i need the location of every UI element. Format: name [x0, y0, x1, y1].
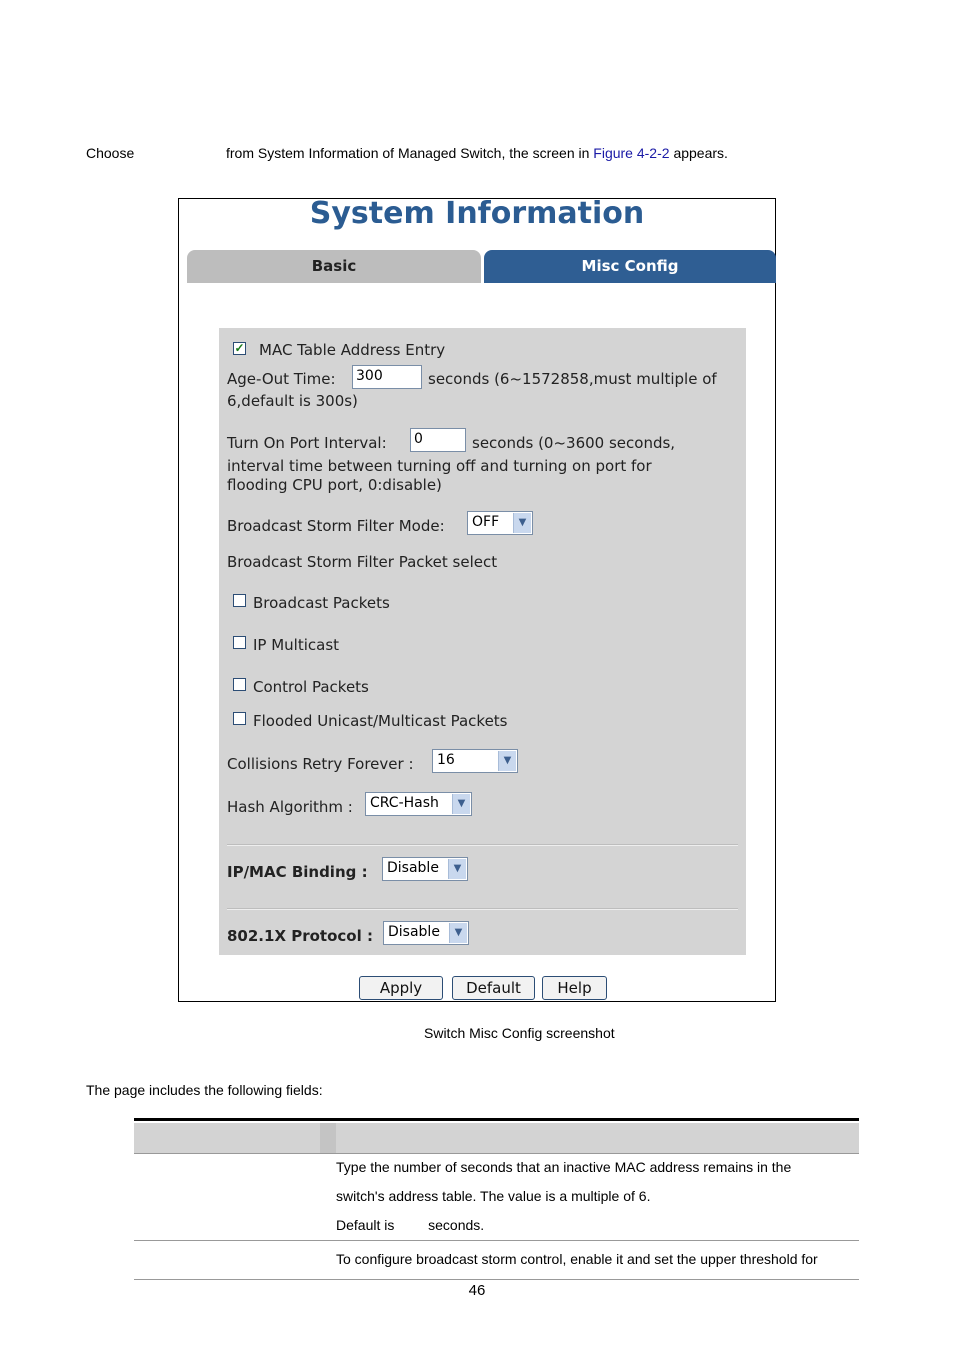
table-row-description — [336, 1245, 850, 1274]
ipmac-label-text: IP/MAC Binding : — [227, 863, 368, 881]
age-out-hint-2: 6,default is 300s) — [227, 392, 358, 410]
chevron-down-icon: ▼ — [448, 859, 466, 879]
age-out-hint: seconds (6~1572858,must multiple of — [428, 370, 717, 388]
intro-sentence — [226, 145, 728, 161]
flooded-packets-checkbox[interactable] — [233, 712, 246, 725]
tab-misc-config[interactable]: Misc Config — [484, 250, 776, 283]
control-packets-label: Control Packets — [253, 678, 369, 696]
ipmac-select[interactable] — [382, 857, 468, 881]
intro-choose-text: Choose — [86, 145, 135, 161]
dot1x-value: Disable — [388, 924, 440, 940]
row1-default-suffix: seconds. — [428, 1217, 485, 1233]
port-interval-input[interactable]: 0 — [410, 428, 466, 452]
default-button[interactable]: Default — [452, 976, 535, 1000]
table-top-border — [134, 1118, 859, 1121]
storm-mode-label: Broadcast Storm Filter Mode: — [227, 517, 445, 535]
misc-config-screenshot — [178, 198, 776, 1002]
age-out-input[interactable]: 300 — [352, 365, 422, 389]
ip-multicast-checkbox[interactable] — [233, 636, 246, 649]
chevron-down-icon: ▼ — [452, 794, 470, 814]
port-interval-label: Turn On Port Interval: — [227, 434, 387, 452]
mac-table-checkbox[interactable]: ✓ — [234, 341, 245, 355]
chevron-down-icon: ▼ — [498, 751, 516, 771]
mac-table-label: MAC Table Address Entry — [259, 341, 446, 359]
flooded-packets-label: Flooded Unicast/Multicast Packets — [253, 712, 508, 730]
apply-button[interactable]: Apply — [359, 976, 443, 1000]
ipmac-label — [227, 863, 368, 881]
collisions-label: Collisions Retry Forever : — [227, 755, 414, 773]
fields-intro-text: The page includes the following fields: — [86, 1082, 323, 1098]
table-row-border — [134, 1240, 859, 1241]
collisions-value: 16 — [437, 752, 455, 768]
row1-line2: switch's address table. The value is a multiple of 6. — [336, 1188, 651, 1204]
table-bottom-border — [134, 1279, 859, 1280]
figure-link[interactable]: Figure 4-2-2 — [593, 145, 670, 161]
config-panel — [219, 328, 746, 955]
figure-caption: Switch Misc Config screenshot — [424, 1025, 615, 1041]
ipmac-value: Disable — [387, 860, 439, 876]
divider — [227, 908, 738, 910]
intro-text: from System Information of Managed Switch, the screen in — [226, 145, 590, 161]
table-header-divider — [320, 1123, 336, 1153]
ip-multicast-label: IP Multicast — [253, 636, 340, 654]
tab-basic[interactable]: Basic — [187, 250, 481, 283]
storm-packet-label: Broadcast Storm Filter Packet select — [227, 553, 498, 571]
broadcast-packets-checkbox[interactable] — [233, 594, 246, 607]
table-header — [134, 1123, 859, 1153]
row1-default — [336, 1211, 850, 1240]
page-number: 46 — [468, 1282, 486, 1299]
age-out-label: Age-Out Time: — [227, 370, 336, 388]
storm-mode-select[interactable] — [467, 511, 533, 535]
chevron-down-icon: ▼ — [449, 923, 467, 943]
port-interval-hint-2: interval time between turning off and turning on port for — [227, 457, 652, 475]
control-packets-checkbox[interactable] — [233, 678, 246, 691]
broadcast-packets-label: Broadcast Packets — [253, 594, 390, 612]
dot1x-label — [227, 927, 373, 945]
row1-line1: Type the number of seconds that an inactive MAC address remains in the — [336, 1159, 792, 1175]
hash-select[interactable] — [365, 792, 472, 816]
dot1x-select[interactable] — [383, 921, 469, 945]
divider — [227, 844, 738, 846]
help-button[interactable]: Help — [542, 976, 607, 1000]
hash-label: Hash Algorithm : — [227, 798, 353, 816]
chevron-down-icon: ▼ — [513, 513, 531, 533]
dot1x-label-text: 802.1X Protocol : — [227, 927, 373, 945]
table-row-description — [336, 1153, 850, 1240]
row1-default-prefix: Default is — [336, 1217, 395, 1233]
storm-mode-value: OFF — [472, 514, 500, 530]
row2-line1: To configure broadcast storm control, enable it and set the upper threshold for — [336, 1251, 818, 1267]
port-interval-hint: seconds (0~3600 seconds, — [472, 434, 676, 452]
collisions-select[interactable] — [432, 749, 518, 773]
port-interval-hint-3: flooding CPU port, 0:disable) — [227, 476, 442, 494]
hash-value: CRC-Hash — [370, 795, 439, 811]
intro-end-text: appears. — [673, 145, 728, 161]
system-information-title: System Information — [309, 196, 645, 231]
